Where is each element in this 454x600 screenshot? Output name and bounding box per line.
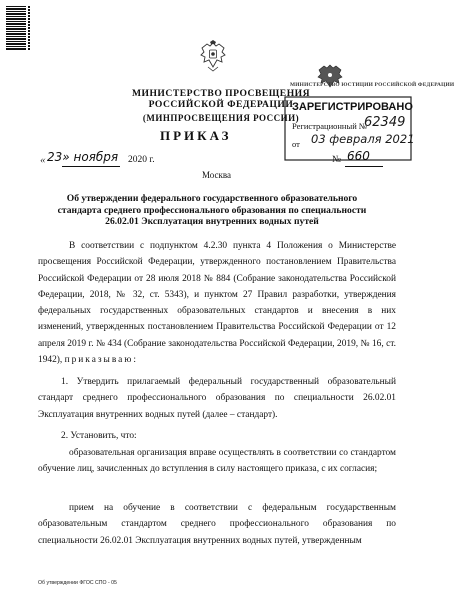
order-date-underline: [62, 166, 120, 167]
paragraph-item-1: 1. Утвердить прилагаемый федеральный государственный образовательный стандарт среднего профессионального образования по специальности 26.02.01 Эксплуатация внутренних водных путей (далее – стандарт).: [38, 377, 396, 420]
paragraph-item-2-b: прием на обучение в соответствии с федеральным государственным образовательным стандартом среднего профессионального образования по специальности 26.02.01 Эксплуатация внутренних водных путей, утвержденным: [38, 503, 396, 546]
ministry-name-line-1: МИНИСТЕРСТВО ПРОСВЕЩЕНИЯ: [131, 88, 311, 99]
stamp-authority: МИНИСТЕРСТВО ЮСТИЦИИ РОССИЙСКОЙ ФЕДЕРАЦИИ: [290, 82, 454, 88]
document-title: Об утверждении федерального государственного образовательного стандарта среднего профессионального образования по специальности 26.02.01 Эксплуатация внутренних водных путей: [57, 193, 367, 227]
page-footer: Об утверждении ФГОС СПО - 05: [38, 580, 117, 586]
stamp-number-label: Регистрационный №: [292, 121, 367, 131]
ministry-short-name: (МИНПРОСВЕЩЕНИЯ РОССИИ): [142, 113, 300, 123]
order-date-day-month: 23» ноября: [47, 150, 119, 164]
ministry-name-line-2: РОССИЙСКОЙ ФЕДЕРАЦИИ: [148, 99, 294, 110]
order-city: Москва: [202, 170, 231, 180]
order-number: 660: [347, 149, 370, 163]
order-keyword: приказываю:: [64, 355, 138, 366]
paragraph-preamble: [38, 238, 396, 368]
order-number-sign: №: [332, 155, 342, 165]
stamp-registered-label: ЗАРЕГИСТРИРОВАНО: [292, 101, 413, 113]
preamble-text: В соответствии с подпунктом 4.2.30 пункта 4 Положения о Министерстве просвещения Российской Федерации, утвержденного постановлением Правительства Российской Федерации от 28 июля 2018 № 884 (Собрание законодательства Российской Федерации, 2018, № 32, ст. 5343), и пунктом 27 Правил разработки, утверждения федеральных государственных образовательных стандартов и внесения в них изменений, утвержденных постановлением Правительства Российской Федерации от 12 апреля 2019 г. № 434 (Собрание законодательства Российской Федерации, 2019, № 16, ст. 1942),: [38, 241, 396, 366]
barcode: [6, 6, 26, 50]
order-number-underline: [345, 166, 383, 167]
coat-of-arms-emblem: [199, 40, 227, 72]
paragraph-item-2-a: образовательная организация вправе осуществлять в соответствии со стандартом обучение лиц, зачисленных до вступления в силу настоящего приказа, с их согласия;: [38, 448, 396, 475]
paragraph-item-2: 2. Установить, что:: [61, 431, 137, 441]
stamp-registration-number: 62349: [364, 115, 406, 130]
document-type: ПРИКАЗ: [160, 128, 232, 143]
order-date-year: 2020 г.: [128, 155, 155, 165]
stamp-registration-date: 03 февраля 2021: [311, 132, 415, 146]
stamp-date-label: от: [292, 139, 300, 149]
order-date-quote: «: [40, 154, 46, 166]
